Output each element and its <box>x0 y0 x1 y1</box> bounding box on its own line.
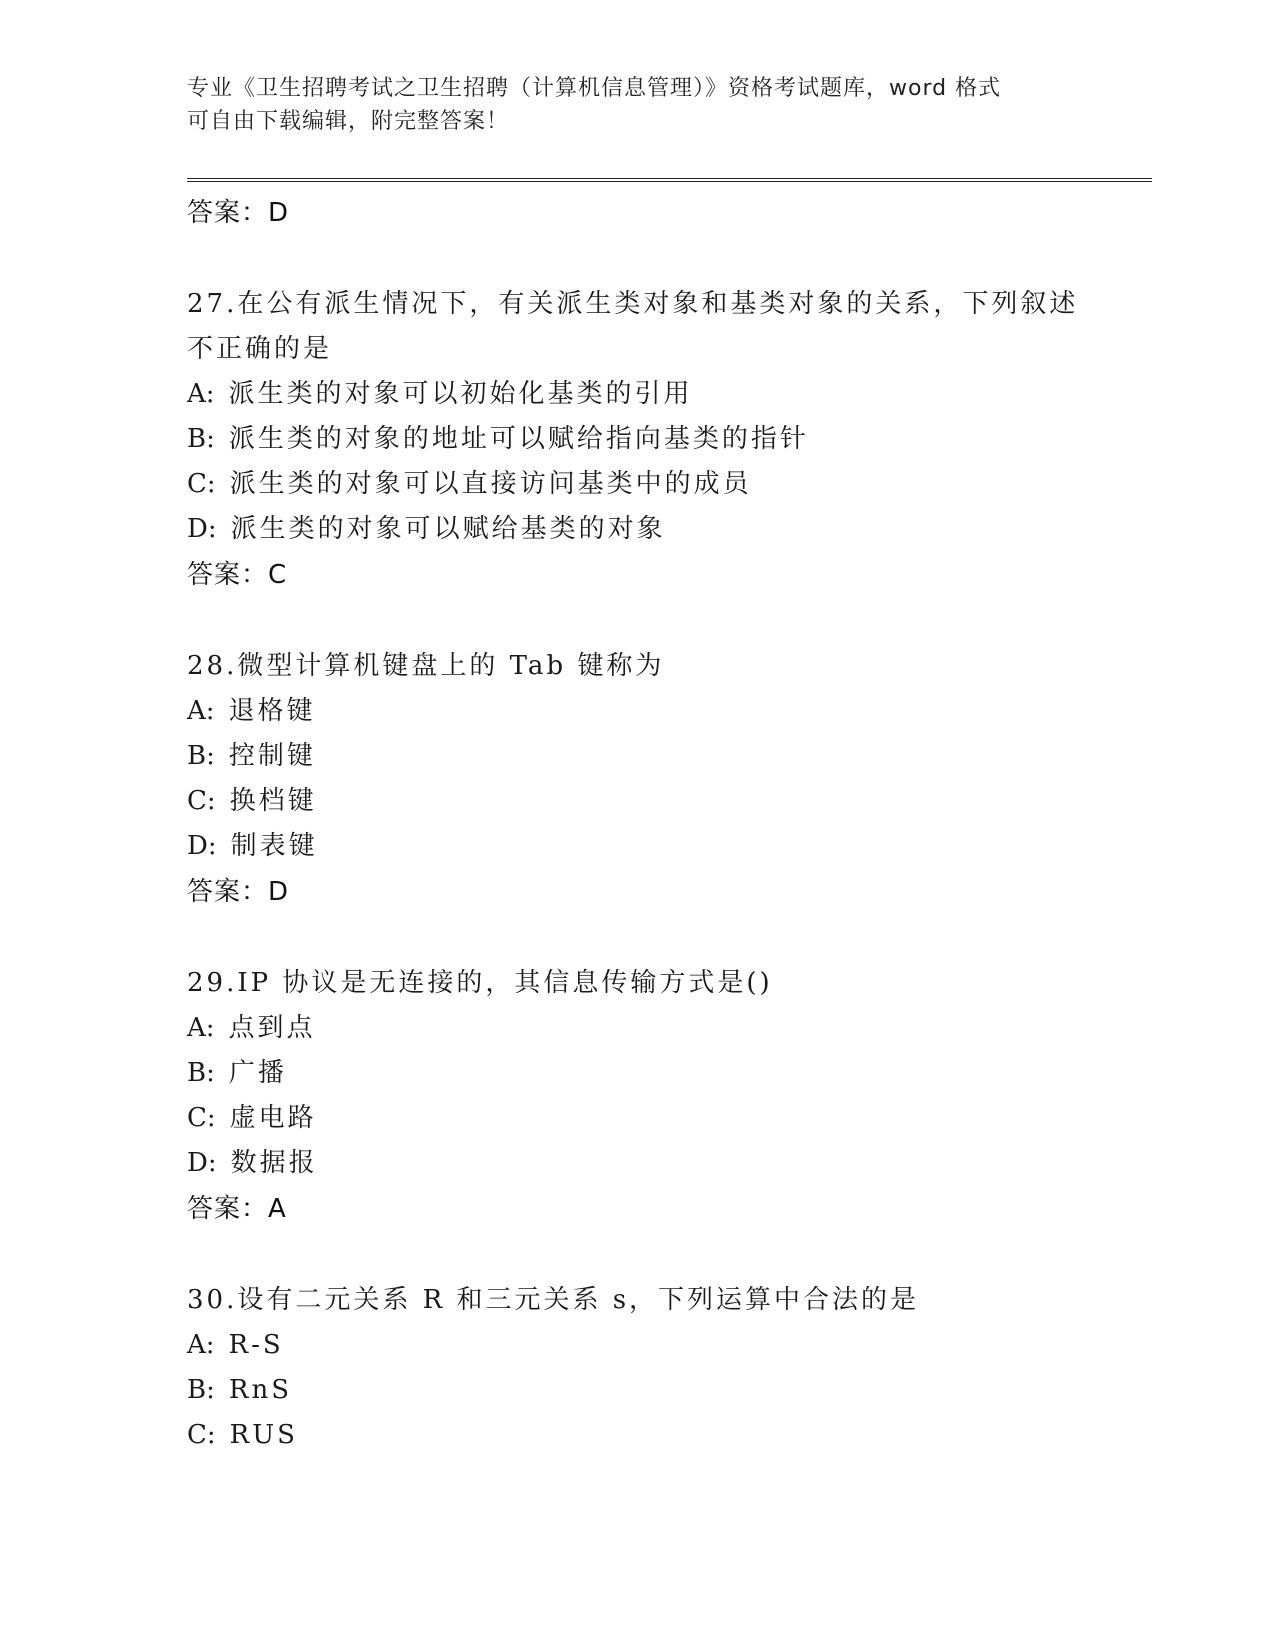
option-d <box>187 507 1087 552</box>
option-text: 数据报 <box>230 1148 318 1178</box>
option-text: RUS <box>229 1420 298 1450</box>
option-text: 派生类的对象可以初始化基类的引用 <box>228 379 693 409</box>
option-a <box>187 689 1087 734</box>
option-letter: D: <box>187 1148 217 1178</box>
header-divider <box>187 178 1152 182</box>
option-letter: A: <box>187 696 215 726</box>
question-stem: 27.在公有派生情况下，有关派生类对象和基类对象的关系，下列叙述 <box>187 289 1079 319</box>
question-stem: 30.设有二元关系 R 和三元关系 s，下列运算中合法的是 <box>187 1285 920 1315</box>
header-line-1: 专业《卫生招聘考试之卫生招聘（计算机信息管理）》资格考试题库，word 格式 <box>187 76 1002 101</box>
option-a <box>187 1323 1087 1368</box>
option-letter: C: <box>187 469 216 499</box>
question-stem: 29.IP 协议是无连接的，其信息传输方式是() <box>187 968 773 998</box>
option-text: 虚电路 <box>229 1103 317 1133</box>
question-stem-continued: 不正确的是 <box>187 334 333 364</box>
option-text: 派生类的对象的地址可以赋给指向基类的指针 <box>228 424 809 454</box>
question-block <box>187 1278 1087 1458</box>
option-d <box>187 1141 1087 1186</box>
previous-answer: 答案：D <box>187 198 290 228</box>
option-letter: C: <box>187 786 216 816</box>
question-list <box>187 190 1087 1458</box>
header-line-2: 可自由下载编辑，附完整答案！ <box>187 109 510 134</box>
option-letter: A: <box>187 1330 215 1360</box>
option-letter: A: <box>187 1013 215 1043</box>
option-a <box>187 1006 1087 1051</box>
option-b <box>187 417 1087 462</box>
option-letter: B: <box>187 424 215 454</box>
option-letter: C: <box>187 1103 216 1133</box>
option-text: 广播 <box>228 1058 287 1088</box>
option-c <box>187 779 1087 824</box>
option-d <box>187 824 1087 869</box>
option-letter: B: <box>187 1375 215 1405</box>
option-text: R-S <box>228 1330 284 1360</box>
option-b <box>187 1368 1087 1413</box>
option-letter: C: <box>187 1420 216 1450</box>
option-letter: D: <box>187 831 217 861</box>
option-letter: B: <box>187 741 215 771</box>
option-text: 派生类的对象可以赋给基类的对象 <box>230 514 666 544</box>
option-letter: D: <box>187 514 217 544</box>
option-c <box>187 1413 1087 1458</box>
option-c <box>187 462 1087 507</box>
question-block <box>187 282 1087 598</box>
option-text: 换档键 <box>229 786 317 816</box>
option-text: 退格键 <box>228 696 316 726</box>
answer-line: 答案：D <box>187 877 290 907</box>
option-b <box>187 734 1087 779</box>
option-a <box>187 372 1087 417</box>
option-letter: A: <box>187 379 215 409</box>
document-header <box>187 72 1087 138</box>
option-letter: B: <box>187 1058 215 1088</box>
option-text: 派生类的对象可以直接访问基类中的成员 <box>229 469 752 499</box>
answer-line: 答案：A <box>187 1194 287 1224</box>
option-text: 制表键 <box>230 831 318 861</box>
question-block <box>187 644 1087 915</box>
question-stem: 28.微型计算机键盘上的 Tab 键称为 <box>187 651 665 681</box>
option-text: 控制键 <box>228 741 316 771</box>
option-b <box>187 1051 1087 1096</box>
option-c <box>187 1096 1087 1141</box>
option-text: RnS <box>228 1375 293 1405</box>
answer-line: 答案：C <box>187 560 288 590</box>
option-text: 点到点 <box>228 1013 316 1043</box>
question-block <box>187 961 1087 1232</box>
